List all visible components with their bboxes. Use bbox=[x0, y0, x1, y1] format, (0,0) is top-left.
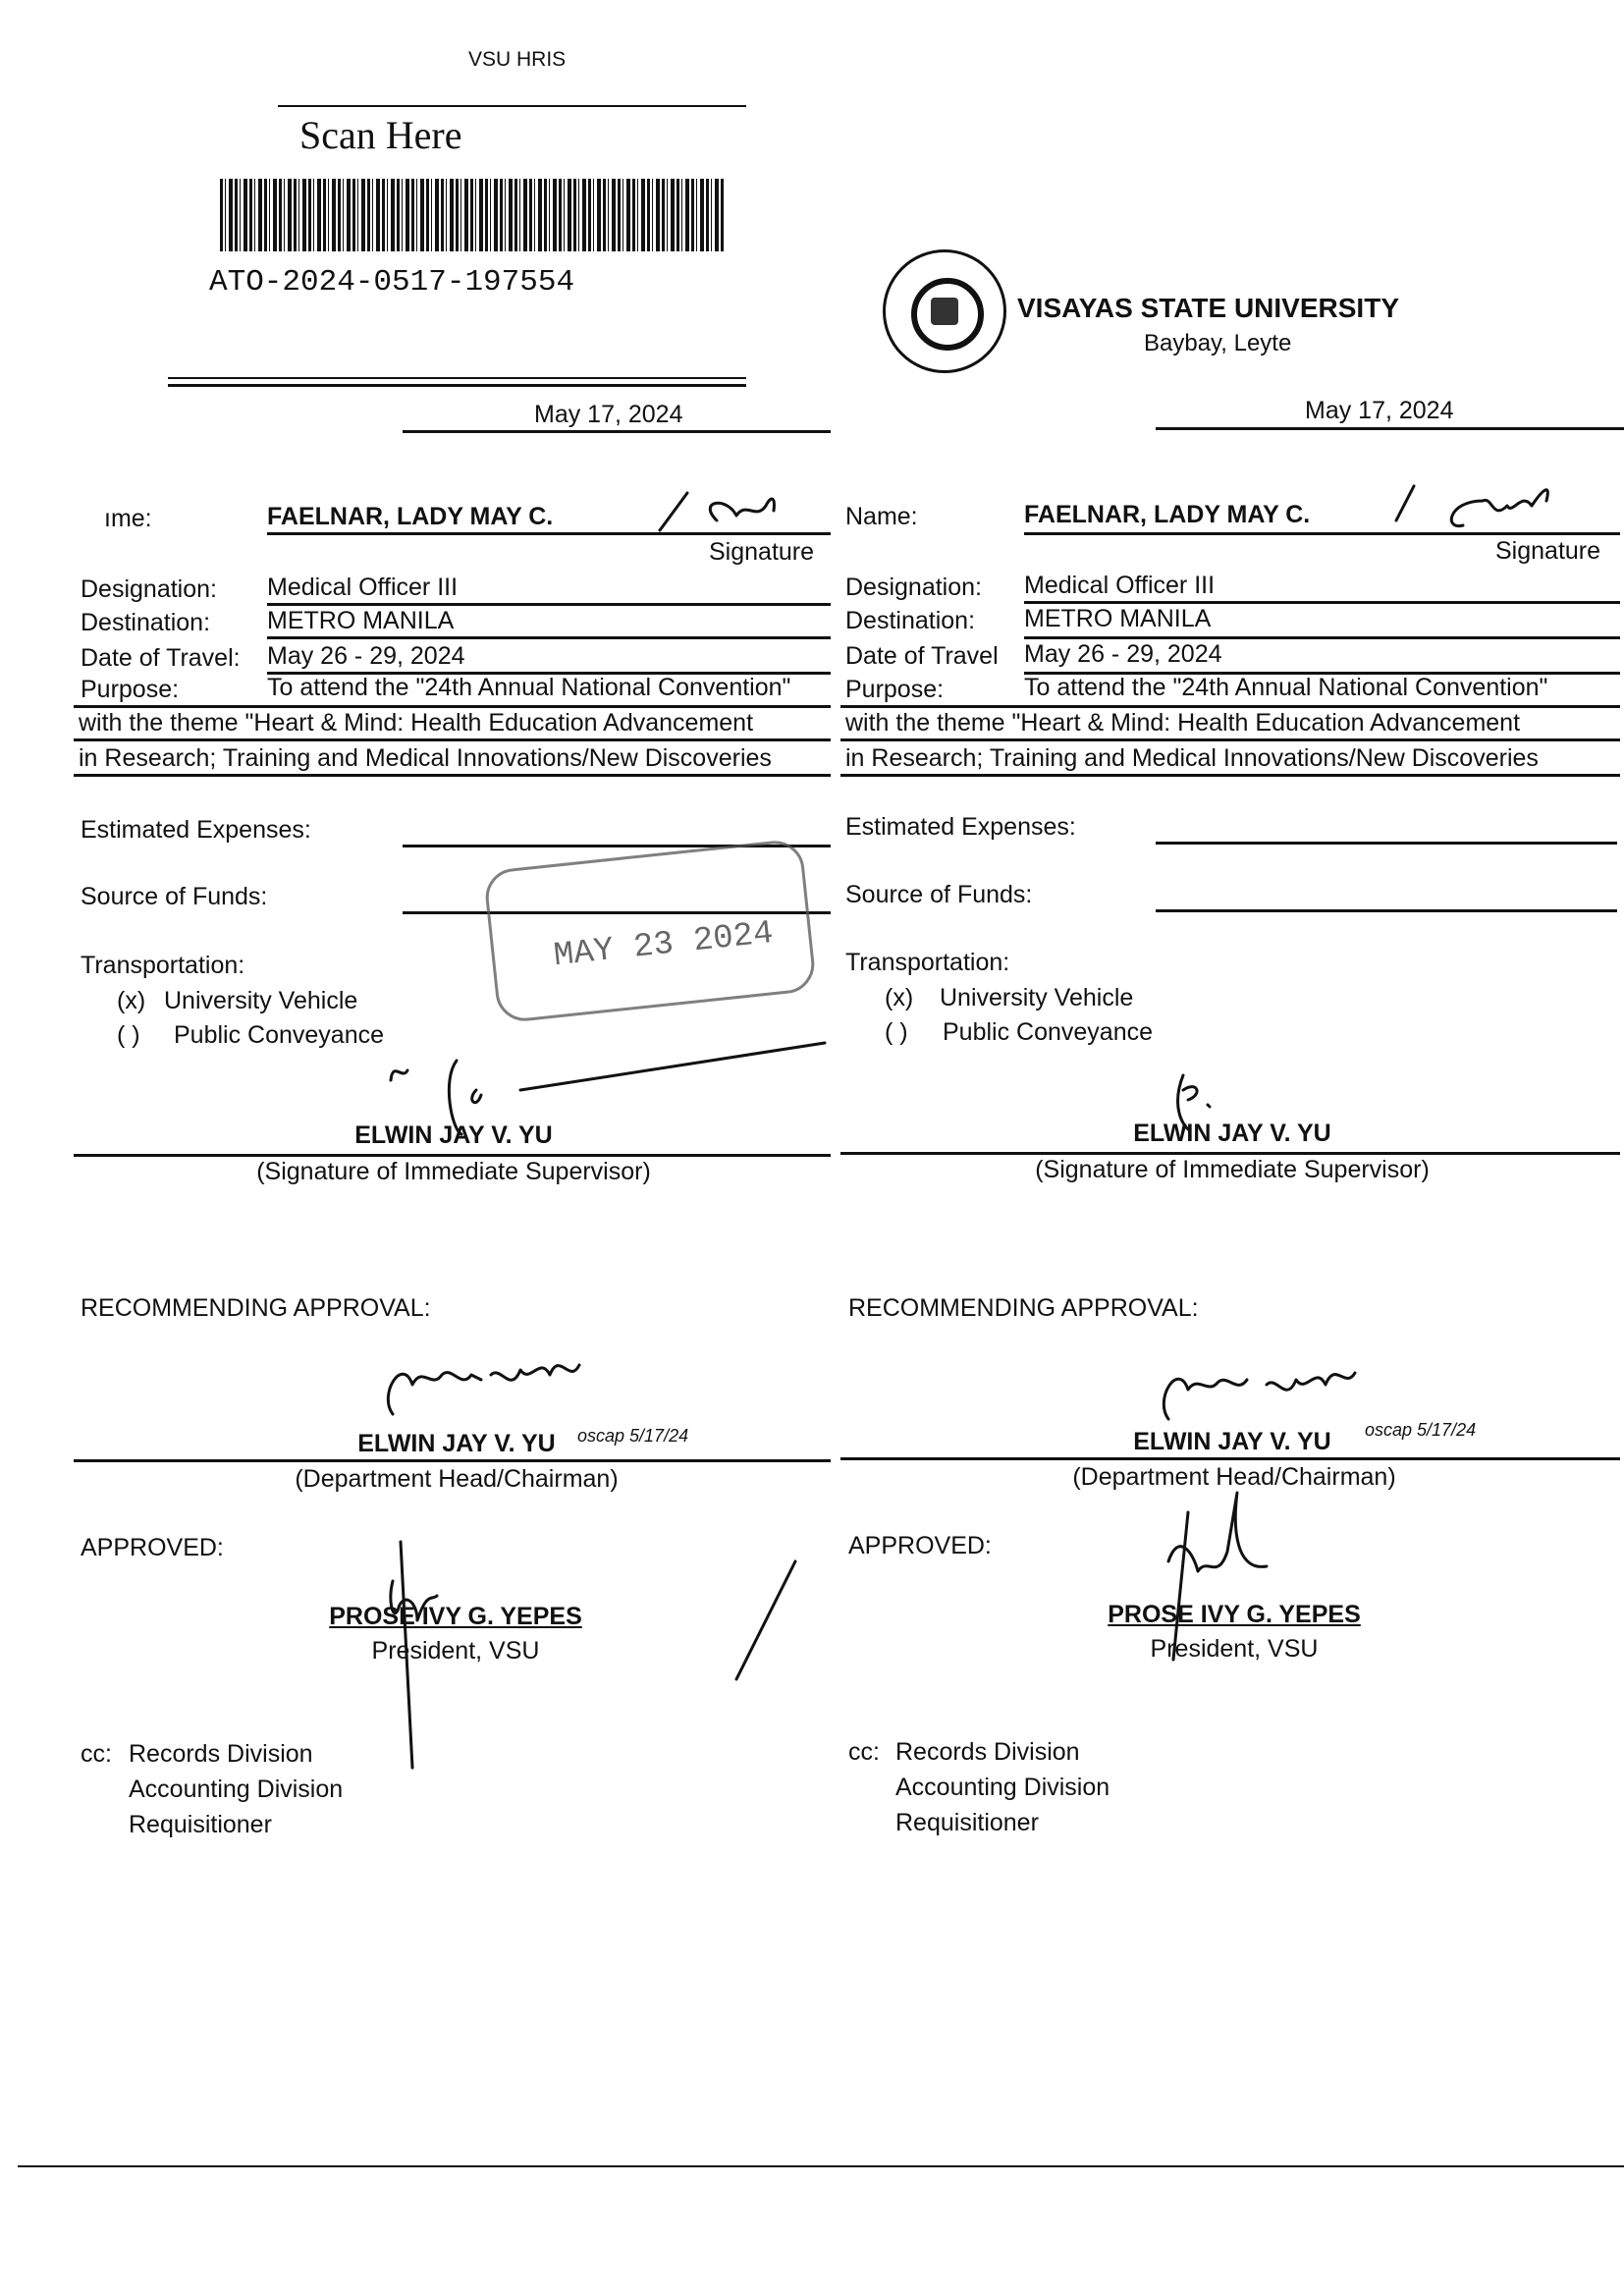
name-value: FAELNAR, LADY MAY C. bbox=[1024, 501, 1311, 528]
stamp-date: MAY 23 2024 bbox=[552, 915, 776, 976]
initial-annotation: oscap 5/17/24 bbox=[577, 1426, 689, 1446]
recommending-approval-label: RECOMMENDING APPROVAL: bbox=[848, 1294, 1199, 1322]
checkbox-public-conveyance[interactable]: ( ) bbox=[885, 1018, 908, 1046]
checkbox-university-vehicle[interactable]: (x) bbox=[117, 987, 146, 1014]
date-right: May 17, 2024 bbox=[1305, 397, 1454, 424]
name-label: Name: bbox=[845, 503, 918, 530]
row-line bbox=[840, 774, 1620, 777]
purpose-line-3: in Research; Training and Medical Innovations/New Discoveries bbox=[79, 746, 772, 771]
date-of-travel-label: Date of Travel bbox=[845, 642, 999, 670]
system-name: VSU HRIS bbox=[468, 48, 567, 71]
signature-line bbox=[840, 1152, 1620, 1155]
row-line bbox=[1024, 601, 1620, 604]
recommending-approval-label: RECOMMENDING APPROVAL: bbox=[81, 1294, 431, 1322]
signature-label: Signature bbox=[709, 538, 815, 566]
received-stamp bbox=[483, 838, 818, 1023]
divider bbox=[168, 377, 746, 379]
option-label: University Vehicle bbox=[164, 987, 358, 1014]
approved-label: APPROVED: bbox=[848, 1532, 992, 1559]
divider bbox=[278, 105, 746, 107]
row-line bbox=[840, 705, 1620, 708]
checkbox-university-vehicle[interactable]: (x) bbox=[885, 984, 914, 1011]
source-of-funds-label: Source of Funds: bbox=[81, 883, 268, 910]
cc-label: cc: bbox=[81, 1740, 112, 1768]
designation-label: Designation: bbox=[845, 574, 982, 601]
supervisor-name: ELWIN JAY V. YU bbox=[1133, 1120, 1331, 1147]
university-seal-icon bbox=[883, 249, 1006, 373]
cc-item: Records Division bbox=[129, 1740, 313, 1768]
row-line bbox=[1024, 636, 1620, 639]
signature-label: Signature bbox=[1495, 537, 1601, 565]
applicant-signature bbox=[658, 491, 815, 550]
department-head-signature bbox=[1149, 1355, 1384, 1434]
university-location: Baybay, Leyte bbox=[1144, 330, 1292, 356]
designation-value: Medical Officer III bbox=[1024, 572, 1216, 599]
scan-label: Scan Here bbox=[299, 113, 462, 157]
barcode[interactable] bbox=[220, 179, 725, 251]
purpose-label: Purpose: bbox=[81, 676, 180, 703]
cc-item: Accounting Division bbox=[895, 1774, 1110, 1801]
row-line bbox=[267, 672, 831, 675]
date-line bbox=[403, 430, 831, 433]
approver-name: PROSE IVY G. YEPES bbox=[1108, 1601, 1361, 1628]
date-of-travel-value: May 26 - 29, 2024 bbox=[1024, 640, 1222, 668]
approver-title: President, VSU bbox=[1150, 1635, 1319, 1663]
department-head-caption: (Department Head/Chairman) bbox=[1072, 1463, 1396, 1491]
option-label: Public Conveyance bbox=[943, 1018, 1154, 1046]
destination-label: Destination: bbox=[81, 609, 211, 636]
estimated-expenses-label: Estimated Expenses: bbox=[81, 816, 311, 844]
tracking-code: ATO-2024-0517-197554 bbox=[209, 265, 575, 300]
department-head-signature bbox=[373, 1345, 609, 1424]
designation-label: Designation: bbox=[81, 575, 217, 603]
cc-item: Records Division bbox=[895, 1738, 1080, 1766]
purpose-line-3: in Research; Training and Medical Innovations/New Discoveries bbox=[845, 746, 1539, 771]
cc-item: Requisitioner bbox=[895, 1809, 1039, 1836]
department-head-caption: (Department Head/Chairman) bbox=[295, 1465, 619, 1493]
purpose-line-2: with the theme "Heart & Mind: Health Education Advancement bbox=[79, 711, 754, 736]
signature-line bbox=[74, 1459, 831, 1462]
row-line bbox=[1156, 842, 1617, 845]
cc-item: Requisitioner bbox=[129, 1811, 272, 1838]
designation-value: Medical Officer III bbox=[267, 574, 459, 601]
date-left: May 17, 2024 bbox=[534, 401, 683, 428]
supervisor-caption: (Signature of Immediate Supervisor) bbox=[256, 1158, 651, 1185]
department-head-name: ELWIN JAY V. YU bbox=[357, 1430, 556, 1457]
approver-title: President, VSU bbox=[371, 1637, 540, 1665]
destination-value: METRO MANILA bbox=[1024, 605, 1212, 632]
transportation-label: Transportation: bbox=[845, 949, 1010, 976]
source-of-funds-label: Source of Funds: bbox=[845, 881, 1033, 908]
row-line bbox=[74, 705, 831, 708]
supervisor-caption: (Signature of Immediate Supervisor) bbox=[1035, 1156, 1430, 1183]
purpose-label: Purpose: bbox=[845, 676, 945, 703]
purpose-line-2: with the theme "Heart & Mind: Health Education Advancement bbox=[845, 711, 1521, 736]
row-line bbox=[267, 603, 831, 606]
signature-line bbox=[74, 1154, 831, 1157]
row-line bbox=[1156, 909, 1617, 912]
row-line bbox=[840, 738, 1620, 741]
destination-value: METRO MANILA bbox=[267, 607, 455, 634]
department-head-name: ELWIN JAY V. YU bbox=[1133, 1428, 1331, 1455]
estimated-expenses-label: Estimated Expenses: bbox=[845, 813, 1076, 841]
option-label: Public Conveyance bbox=[174, 1021, 385, 1049]
purpose-line-1: To attend the "24th Annual National Convention" bbox=[267, 676, 791, 700]
row-line bbox=[1024, 672, 1620, 675]
cc-label: cc: bbox=[848, 1738, 880, 1766]
approver-name: PROSE IVY G. YEPES bbox=[329, 1603, 582, 1630]
date-of-travel-label: Date of Travel: bbox=[81, 644, 241, 672]
applicant-signature bbox=[1394, 481, 1591, 540]
page-bottom-line bbox=[18, 2165, 1624, 2167]
name-value: FAELNAR, LADY MAY C. bbox=[267, 503, 554, 530]
row-line bbox=[74, 774, 831, 777]
option-label: University Vehicle bbox=[940, 984, 1134, 1011]
date-line bbox=[1156, 427, 1624, 430]
divider bbox=[168, 384, 746, 387]
checkbox-public-conveyance[interactable]: ( ) bbox=[117, 1021, 140, 1049]
initial-annotation: oscap 5/17/24 bbox=[1365, 1420, 1477, 1440]
purpose-line-1: To attend the "24th Annual National Convention" bbox=[1024, 676, 1548, 700]
row-line bbox=[267, 636, 831, 639]
destination-label: Destination: bbox=[845, 607, 976, 634]
transportation-label: Transportation: bbox=[81, 952, 245, 979]
signature-line bbox=[840, 1457, 1620, 1460]
approved-label: APPROVED: bbox=[81, 1534, 224, 1561]
row-line bbox=[74, 738, 831, 741]
supervisor-name: ELWIN JAY V. YU bbox=[354, 1121, 553, 1149]
university-name: VISAYAS STATE UNIVERSITY bbox=[1017, 293, 1399, 323]
date-of-travel-value: May 26 - 29, 2024 bbox=[267, 642, 465, 670]
cc-item: Accounting Division bbox=[129, 1776, 344, 1803]
name-label: ıme: bbox=[104, 505, 152, 532]
